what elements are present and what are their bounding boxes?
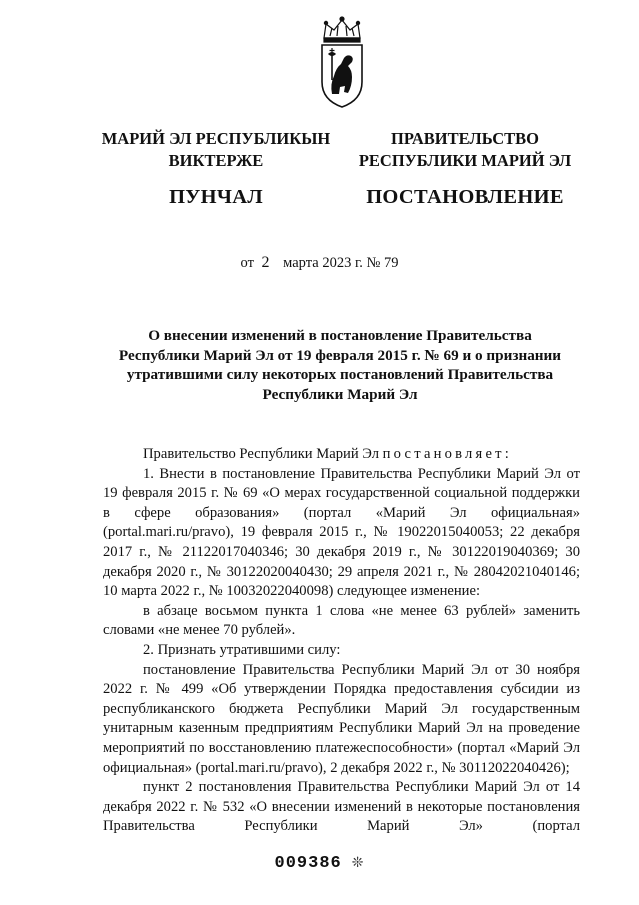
date-rest: марта 2023 г. № 79: [283, 255, 399, 271]
date-line: [0, 254, 639, 272]
header-right-kind: ПОСТАНОВЛЕНИЕ: [366, 186, 564, 208]
paragraph-1: 1. Внести в постановление Правительства Республики Марий Эл от 19 февраля 2015 г. № 69 «О мерах государственной социальной поддержки в сфере образования» (портал «Марий Эл официальная» (portal.mari.ru/pravo), 19 февраля 2015 г., № 19022015040053; 22 декабря 2017 г., № 21122017040346; 30 декабря 2019 г., № 30122019040369; 30 декабря 2020 г., № 30122020040430; 29 апреля 2021 г., № 28042021040146; 10 марта 2022 г., № 10032022040098) следующее изменение:: [103, 465, 580, 600]
title-line: О внесении изменений в постановление Правительства: [148, 327, 532, 344]
serial-number: [0, 854, 639, 873]
paragraph-2-a: постановление Правительства Республики Марий Эл от 30 ноября 2022 г. № 499 «Об утверждении Порядка предоставления субсидии из республиканского бюджета Республики Марий Эл государственным унитарным казенным предприятиям Республики Марий Эл на проведение мероприятий по восстановлению платежеспособности» (портал «Марий Эл официальная» (portal.mari.ru/pravo), 2 декабря 2022 г., № 30112022040426);: [103, 661, 580, 776]
header-left-line1: МАРИЙ ЭЛ РЕСПУБЛИКЫН: [101, 129, 331, 148]
paragraph-2-b: пункт 2 постановления Правительства Республики Марий Эл от 14 декабря 2022 г. № 532 «О внесении изменений в некоторые постановления Правительства Республики Марий Эл» (портал: [103, 779, 580, 835]
serial-value: 009386: [274, 854, 342, 873]
header-right-line1: ПРАВИТЕЛЬСТВО: [391, 129, 539, 148]
date-prefix: от: [240, 255, 254, 271]
document-title: [100, 326, 580, 404]
date-day: 2: [261, 254, 270, 271]
intro-prefix: Правительство Республики Марий Эл: [143, 446, 380, 462]
paragraph-1-sub: в абзаце восьмом пункта 1 слова «не менее 63 рублей» заменить словами «не менее 70 рублей».: [103, 602, 580, 639]
intro-paragraph: [103, 445, 580, 465]
intro-spaced: постановляет:: [382, 446, 512, 462]
paragraph-2: 2. Признать утратившими силу:: [143, 641, 341, 658]
header-left: [96, 128, 336, 208]
coat-of-arms-icon: [310, 14, 374, 110]
document-body: [103, 445, 580, 837]
ornament-icon: ❊: [351, 855, 365, 871]
header-left-kind: ПУНЧАЛ: [169, 186, 263, 208]
header-right-line2: РЕСПУБЛИКИ МАРИЙ ЭЛ: [358, 151, 572, 170]
title-line: Республики Марий Эл: [262, 385, 418, 403]
title-line: утратившими силу некоторых постановлений Правительства: [126, 366, 554, 383]
header-left-line2: ВИКТЕРЖЕ: [168, 151, 264, 170]
header-right: [350, 128, 580, 208]
title-line: Республики Марий Эл от 19 февраля 2015 г. № 69 и о признании: [118, 346, 562, 364]
